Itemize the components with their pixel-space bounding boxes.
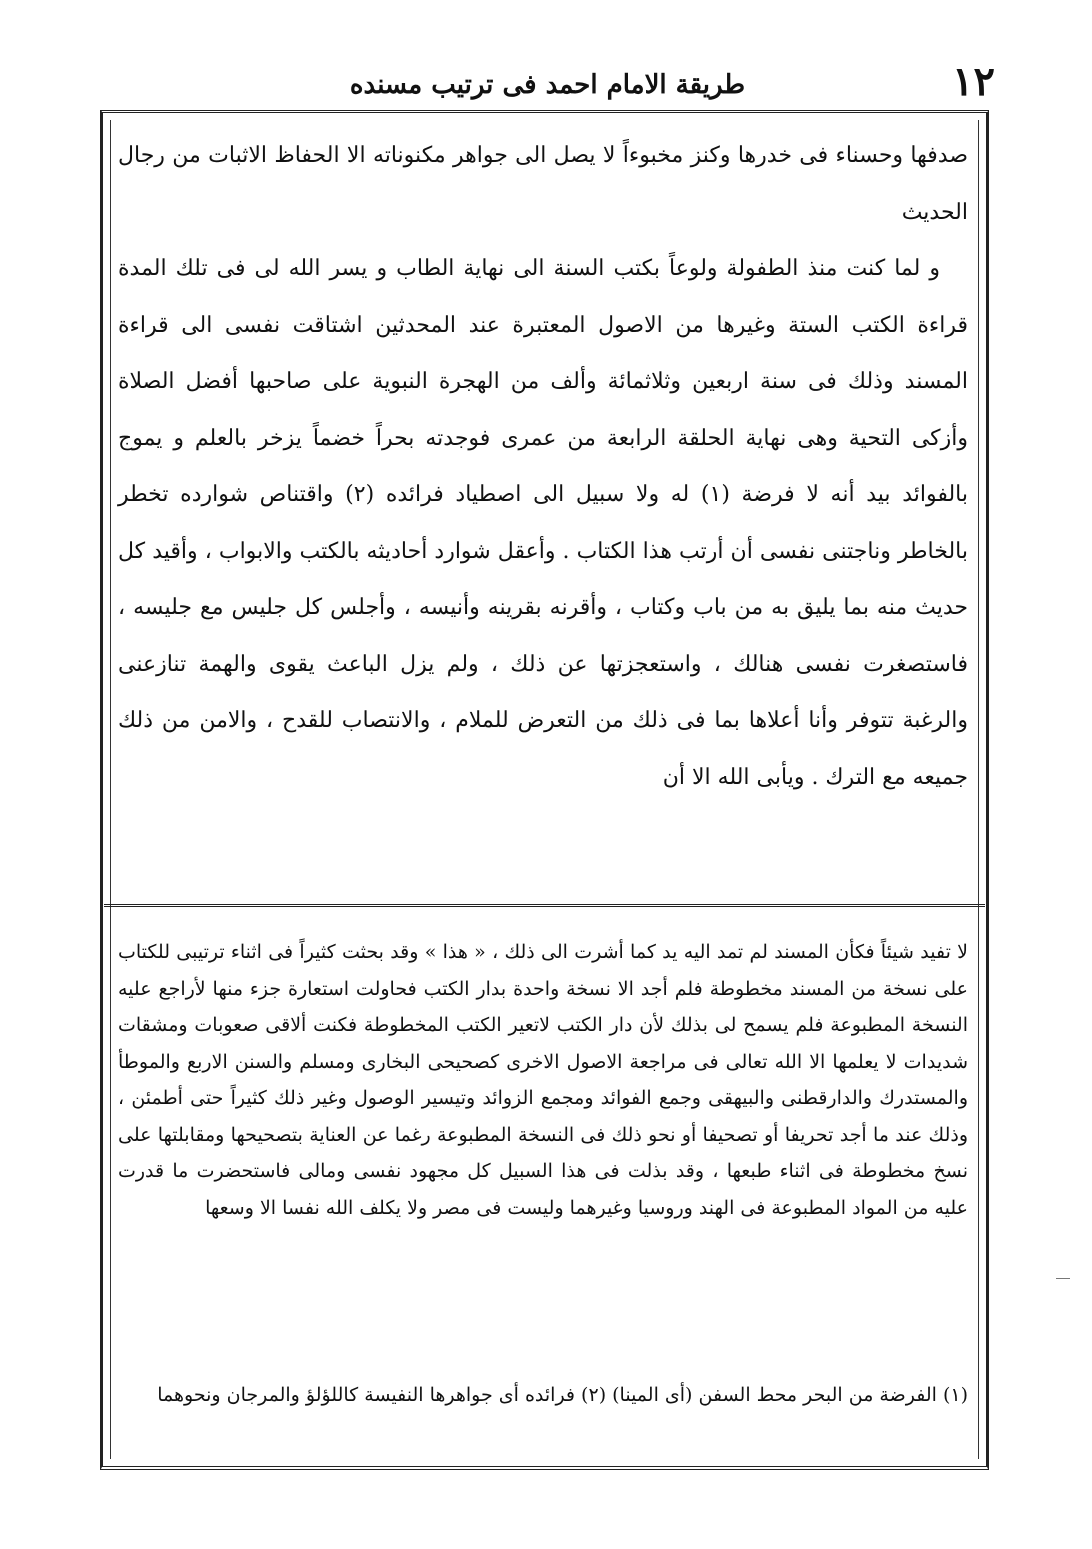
note-continuation-text (118, 934, 968, 1374)
running-title: طريقة الامام احمد فى ترتيب مسنده (349, 70, 746, 100)
main-paragraph-2: و لما كنت منذ الطفولة ولوعاً بكتب السنة الى نهاية الطاب و يسر الله لى فى تلك المدة قراءة الكتب الستة وغيرها من الاصول المعتبرة عند المحدثين اشتاقت نفسى الى قراءة المسند وذلك فى سنة اربعين وثلاثمائة وألف من الهجرة النبوية على صاحبها أفضل الصلاة وأزكى التحية وهى نهاية الحلقة الرابعة من عمرى فوجدته بحراً خضماً يزخر بالعلم و يموج بالفوائد بيد أنه لا فرضة (١) له ولا سبيل الى اصطياد فرائده (٢) واقتناص شوارده تخطر بالخاطر وناجتنى نفسى أن أرتب هذا الكتاب . وأعقل شوارد أحاديثه بالكتب والابواب ، وأقيد كل حديث منه بما يليق به من باب وكتاب ، وأقرنه بقرينه وأنيسه ، وأجلس كل جليس مع جليسه ، فاستصغرت نفسى هنالك ، واستعجزتها عن ذلك ، ولم يزل الباعث يقوى والهمة تنازعنى والرغبة تتوفر وأنا أعلاها بما فى ذلك من التعرض للملام ، والانتصاب للقدح ، والامن من ذلك جميعه مع الترك . ويأبى الله الا أن (118, 256, 968, 790)
margin-mark (1056, 1278, 1070, 1279)
note-paragraph: لا تفيد شيئاً فكأن المسند لم تمد اليه يد كما أشرت الى ذلك ، « هذا » وقد بحثت كثيراً فى اثناء ترتيبى للكتاب على نسخة من المسند مخطوطة فلم أجد الا نسخة واحدة بدار الكتب فحاولت استعارة جزء منها لأراجع عليه النسخة المطبوعة فلم يسمح لى بذلك لأن دار الكتب لاتعير الكتب المخطوطة فكنت ألاقى صعوبات ومشقات شديدات لا يعلمها الا الله تعالى فى مراجعة الاصول الاخرى كصحيحى البخارى ومسلم والسنن الاربع والموطأ والمستدرك والدارقطنى والبيهقى وجمع الفوائد ومجمع الزوائد وتيسير الوصول وغير ذلك كثيراً حتى أطمئن ، وذلك عند ما أجد تحريفا أو تصحيفا أو نحو ذلك فى النسخة المطبوعة رغما عن العناية بتصحيحها ومقابلتها على نسخ مخطوطة فى اثناء طبعها ، وقد بذلت فى هذا السبيل كل مجهود نفسى ومالى فاستحضرت ما قدرت عليه من المواد المطبوعة فى الهند وروسيا وغيرهما وليست فى مصر ولا يكلف الله نفسا الا وسعها (118, 941, 968, 1219)
footnotes (118, 1377, 968, 1457)
footnote-paragraph: (١) الفرضة من البحر محط السفن (أى المينا) (٢) فرائده أى جواهرها النفيسة كاللؤلؤ والمرجان ونحوهما (157, 1384, 968, 1406)
page-number: ١٢ (952, 58, 995, 105)
running-header (100, 58, 995, 110)
main-body-text (118, 128, 968, 898)
footnote-separator-rule (104, 904, 985, 907)
main-paragraph-1: صدفها وحسناء فى خدرها وكنز مخبوءاً لا يصل الى جواهر مكنوناته الا الحفاظ الاثبات من رجال الحديث (118, 143, 968, 225)
